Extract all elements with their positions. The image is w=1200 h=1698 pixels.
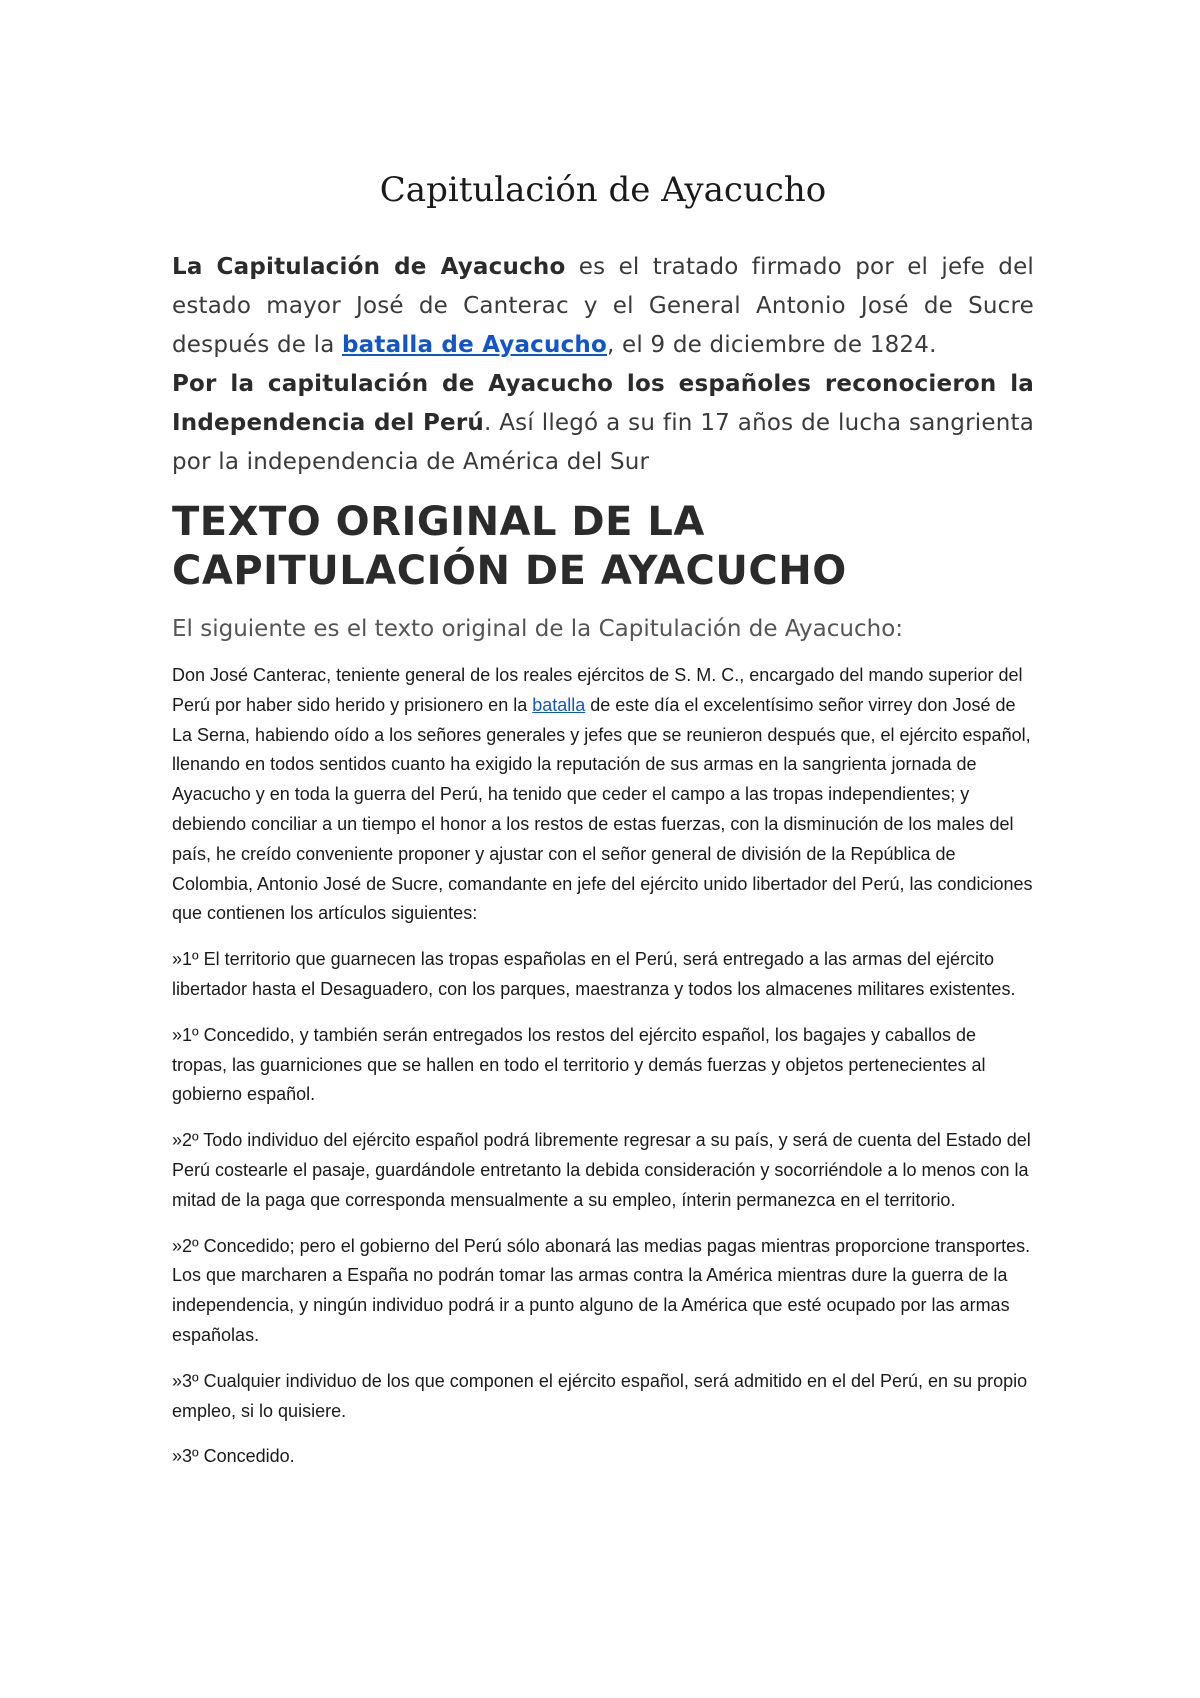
section-subtitle: El siguiente es el texto original de la Capitulación de Ayacucho: [172, 616, 904, 642]
article-3-reply: »3º Concedido. [172, 1446, 295, 1467]
preamble-paragraph [172, 661, 1034, 929]
intro-text: es el tratado firmado por el jefe del estado mayor José de Canterac y el General Antonio José de Sucre después de la [172, 254, 1035, 358]
intro-text-end: . Así llegó a su fin 17 años de lucha sangrienta por la independencia de América del Sur [172, 410, 1034, 475]
intro-section [172, 248, 1034, 482]
intro-bold-statement: Por la capitulación de Ayacucho los españoles reconocieron la Independencia del Perú [172, 371, 1034, 436]
article-1-reply: »1º Concedido, y también serán entregados los restos del ejército español, los bagajes y caballos de tropas, las guarniciones que se hallen en todo el territorio y demás fuerzas y objetos pertenecientes al gobierno español. [172, 1024, 986, 1105]
batalla-link[interactable]: batalla [532, 694, 586, 715]
section-heading [172, 498, 1034, 596]
batalla-de-ayacucho-link[interactable]: batalla de Ayacucho [342, 332, 607, 358]
intro-paragraph-1 [172, 248, 1034, 365]
original-text-body [172, 661, 1034, 1488]
article-1: »1º El territorio que guarnecen las tropas españolas en el Perú, será entregado a las armas del ejército libertador hasta el Desaguadero, con los parques, maestranza y todos los almacenes militares existentes. [172, 949, 1016, 999]
intro-bold-term: La Capitulación de Ayacucho [172, 254, 566, 280]
preamble-text-a: Don José Canterac, teniente general de los reales ejércitos de S. M. C., encargado del mando superior del Perú por haber sido herido y prisionero en la [172, 665, 1023, 715]
section-heading-line-1: TEXTO ORIGINAL DE LA [172, 499, 705, 545]
article-2-reply: »2º Concedido; pero el gobierno del Perú sólo abonará las medias pagas mientras proporcione transportes. Los que marcharen a España no podrán tomar las armas contra la América mientras dure la guerra de la independencia, y ningún individuo podrá ir a punto alguno de la América que esté ocupado por las armas españolas. [172, 1235, 1031, 1345]
article-2: »2º Todo individuo del ejército español podrá libremente regresar a su país, y será de cuenta del Estado del Perú costearle el pasaje, guardándole entretanto la debida consideración y socorriéndole a lo menos con la mitad de la paga que corresponda mensualmente a su empleo, ínterin permanezca en el territorio. [172, 1130, 1031, 1210]
intro-paragraph-2 [172, 365, 1034, 482]
article-3: »3º Cualquier individuo de los que componen el ejército español, será admitido en el del Perú, en su propio empleo, si lo quisiere. [172, 1370, 1028, 1421]
preamble-text-b: de este día el excelentísimo señor virrey don José de La Serna, habiendo oído a los señores generales y jefes que se reunieron después que, el ejército español, llenando en todos sentidos cuanto ha exigido la reputación de sus armas en la sangrienta jornada de Ayacucho y en toda la guerra del Perú, ha tenido que ceder el campo a las tropas independientes; y debiendo conciliar a un tiempo el honor a los restos de estas fuerzas, con la disminución de los males del país, he creído conveniente proponer y ajustar con el señor general de división de la República de Colombia, Antonio José de Sucre, comandante en jefe del ejército unido libertador del Perú, las condiciones que contienen los artículos siguientes: [172, 694, 1033, 924]
document-title: Capitulación de Ayacucho [379, 170, 827, 210]
intro-text-date: , el 9 de diciembre de 1824. [607, 332, 937, 358]
section-heading-line-2: CAPITULACIÓN DE AYACUCHO [172, 548, 847, 594]
